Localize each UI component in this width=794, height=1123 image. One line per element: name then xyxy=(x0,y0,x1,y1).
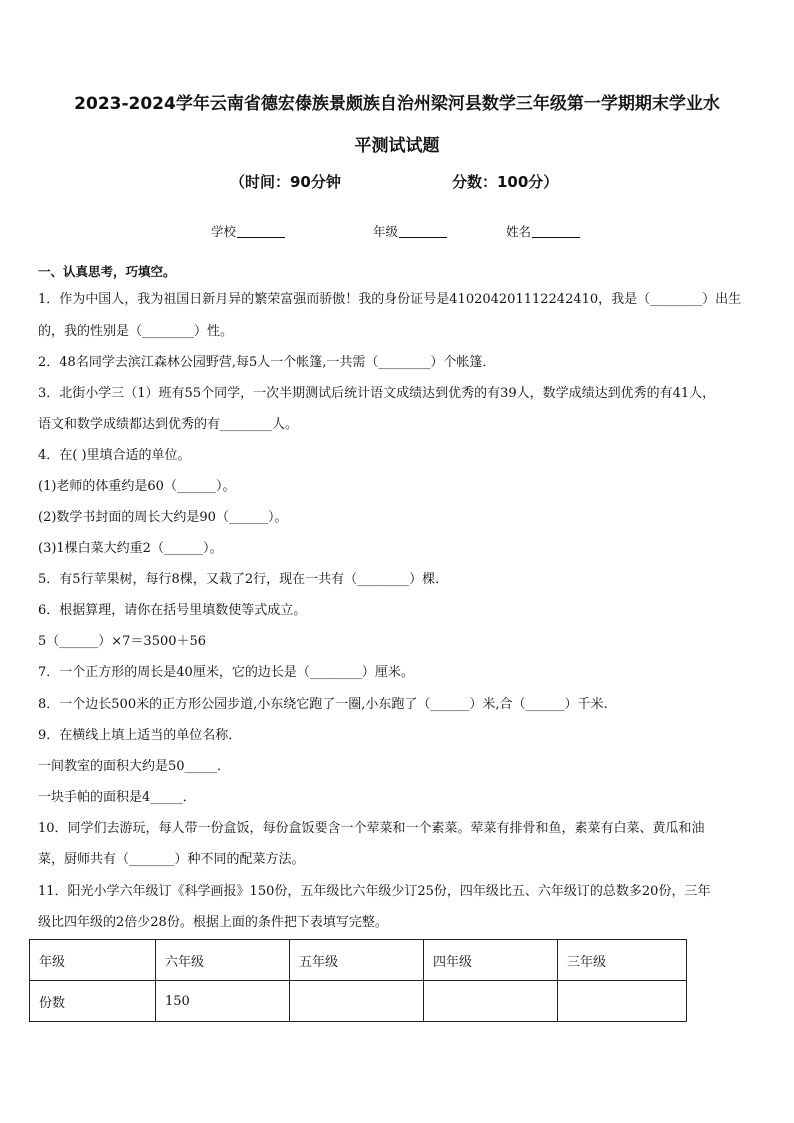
section-heading: 一、认真思考，巧填空。 xyxy=(38,264,176,279)
table-header-cell: 六年级 xyxy=(156,940,290,981)
name-field xyxy=(506,222,580,240)
name-label: 姓名 xyxy=(506,224,532,239)
question-line: (2)数学书封面的周长大约是90（______）。 xyxy=(38,510,288,525)
table-header-cell: 五年级 xyxy=(290,940,424,981)
question-line: 级比四年级的2倍少28份。根据上面的条件把下表填写完整。 xyxy=(38,915,388,930)
question-line: 5．有5行苹果树，每行8棵，又栽了2行，现在一共有（________）棵． xyxy=(38,572,449,587)
table-cell: 150 xyxy=(156,981,290,1022)
question-line: 菜，厨师共有（_______）种不同的配菜方法。 xyxy=(38,852,305,867)
question-line: 4．在( )里填合适的单位。 xyxy=(38,448,191,463)
table-row xyxy=(30,981,687,1022)
question-line: (3)1棵白菜大约重2（______）。 xyxy=(38,541,223,556)
question-line: 9．在横线上填上适当的单位名称． xyxy=(38,728,242,743)
grade-label: 年级 xyxy=(373,224,399,239)
question-line: 一间教室的面积大约是50_____． xyxy=(38,759,231,774)
table-header-row xyxy=(30,940,687,981)
grade-blank xyxy=(399,225,447,238)
exam-score: 分数：100分） xyxy=(452,173,559,191)
grade-table xyxy=(29,939,687,1022)
table-header-cell: 年级 xyxy=(30,940,156,981)
question-line: 语文和数学成绩都达到优秀的有________人。 xyxy=(38,417,299,432)
question-line: 一块手帕的面积是4_____． xyxy=(38,790,196,805)
school-label: 学校 xyxy=(211,224,237,239)
exam-time: （时间：90分钟 xyxy=(230,173,341,191)
question-line: 5（______）×7＝3500＋56 xyxy=(38,634,207,649)
exam-meta xyxy=(0,171,794,193)
question-line: 2．48名同学去滨江森林公园野营,每5人一个帐篷,一共需（________）个帐篷． xyxy=(38,355,496,370)
question-line: 8．一个边长500米的正方形公园步道,小东绕它跑了一圈,小东跑了（______）米,合（______）千米. xyxy=(38,697,608,712)
name-blank xyxy=(532,225,580,238)
question-line: 11．阳光小学六年级订《科学画报》150份，五年级比六年级少订25份，四年级比五、六年级订的总数多20份，三年 xyxy=(38,884,711,899)
table-cell xyxy=(558,981,687,1022)
question-line: 的，我的性别是（________）性。 xyxy=(38,324,234,339)
exam-title-line-2: 平测试试题 xyxy=(354,136,440,156)
question-line: 3．北街小学三（1）班有55个同学，一次半期测试后统计语文成绩达到优秀的有39人，数学成绩达到优秀的有41人， xyxy=(38,386,716,401)
table-header-cell: 三年级 xyxy=(558,940,687,981)
school-blank xyxy=(237,225,285,238)
table-cell xyxy=(290,981,424,1022)
table-cell: 份数 xyxy=(30,981,156,1022)
question-line: (1)老师的体重约是60（______）。 xyxy=(38,479,236,494)
school-field xyxy=(211,222,285,240)
question-line: 10．同学们去游玩，每人带一份盒饭，每份盒饭要含一个荤菜和一个素菜。荤菜有排骨和鱼，素菜有白菜、黄瓜和油 xyxy=(38,821,705,836)
exam-title-line-1: 2023-2024学年云南省德宏傣族景颇族自治州梁河县数学三年级第一学期期末学业水 xyxy=(74,94,720,114)
grade-field xyxy=(373,222,447,240)
student-info xyxy=(0,222,794,242)
table-cell xyxy=(424,981,558,1022)
question-line: 6．根据算理，请你在括号里填数使等式成立。 xyxy=(38,603,307,618)
question-line: 7．一个正方形的周长是40厘米，它的边长是（________）厘米。 xyxy=(38,665,414,680)
table-header-cell: 四年级 xyxy=(424,940,558,981)
question-line: 1．作为中国人，我为祖国日新月异的繁荣富强而骄傲！我的身份证号是410204201112242410，我是（________）出生 xyxy=(38,292,742,307)
